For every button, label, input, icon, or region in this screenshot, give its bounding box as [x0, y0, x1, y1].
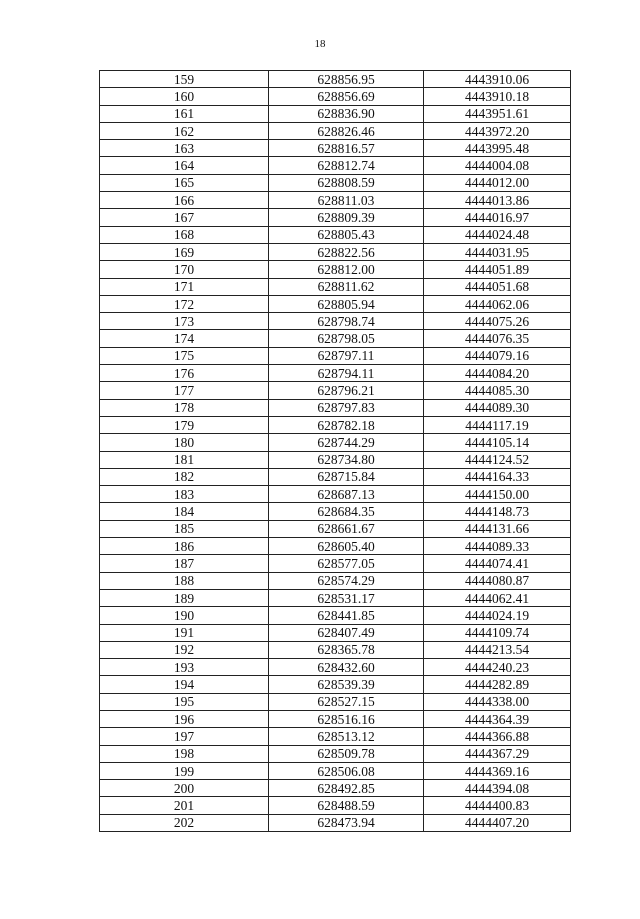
point-number-cell: 202 [100, 814, 269, 831]
point-number-cell: 200 [100, 780, 269, 797]
y-coordinate-cell: 4444075.26 [424, 313, 571, 330]
table-row [100, 780, 571, 797]
y-coordinate-cell: 4444016.97 [424, 209, 571, 226]
y-coordinate-cell: 4443910.18 [424, 88, 571, 105]
table-row [100, 88, 571, 105]
y-coordinate-cell: 4444024.48 [424, 226, 571, 243]
point-number-cell: 166 [100, 192, 269, 209]
y-coordinate-cell: 4444366.88 [424, 728, 571, 745]
point-number-cell: 186 [100, 538, 269, 555]
y-coordinate-cell: 4444089.30 [424, 399, 571, 416]
x-coordinate-cell: 628441.85 [269, 607, 424, 624]
x-coordinate-cell: 628836.90 [269, 105, 424, 122]
x-coordinate-cell: 628687.13 [269, 486, 424, 503]
x-coordinate-cell: 628797.11 [269, 347, 424, 364]
point-number-cell: 162 [100, 122, 269, 139]
point-number-cell: 185 [100, 520, 269, 537]
table-row [100, 261, 571, 278]
coordinates-table-body [100, 71, 571, 832]
point-number-cell: 184 [100, 503, 269, 520]
table-row [100, 226, 571, 243]
point-number-cell: 189 [100, 589, 269, 606]
table-row [100, 710, 571, 727]
table-row [100, 209, 571, 226]
y-coordinate-cell: 4444012.00 [424, 174, 571, 191]
x-coordinate-cell: 628798.74 [269, 313, 424, 330]
y-coordinate-cell: 4444240.23 [424, 659, 571, 676]
table-row [100, 174, 571, 191]
y-coordinate-cell: 4444394.08 [424, 780, 571, 797]
y-coordinate-cell: 4444369.16 [424, 762, 571, 779]
y-coordinate-cell: 4444124.52 [424, 451, 571, 468]
x-coordinate-cell: 628797.83 [269, 399, 424, 416]
table-row [100, 416, 571, 433]
y-coordinate-cell: 4444148.73 [424, 503, 571, 520]
y-coordinate-cell: 4444164.33 [424, 468, 571, 485]
table-row [100, 641, 571, 658]
point-number-cell: 174 [100, 330, 269, 347]
x-coordinate-cell: 628811.62 [269, 278, 424, 295]
table-row [100, 486, 571, 503]
table-row [100, 140, 571, 157]
y-coordinate-cell: 4443995.48 [424, 140, 571, 157]
y-coordinate-cell: 4444109.74 [424, 624, 571, 641]
point-number-cell: 160 [100, 88, 269, 105]
point-number-cell: 163 [100, 140, 269, 157]
table-row [100, 659, 571, 676]
point-number-cell: 199 [100, 762, 269, 779]
y-coordinate-cell: 4444407.20 [424, 814, 571, 831]
point-number-cell: 178 [100, 399, 269, 416]
point-number-cell: 198 [100, 745, 269, 762]
table-row [100, 451, 571, 468]
point-number-cell: 196 [100, 710, 269, 727]
point-number-cell: 183 [100, 486, 269, 503]
y-coordinate-cell: 4443972.20 [424, 122, 571, 139]
x-coordinate-cell: 628826.46 [269, 122, 424, 139]
x-coordinate-cell: 628796.21 [269, 382, 424, 399]
point-number-cell: 169 [100, 243, 269, 260]
x-coordinate-cell: 628527.15 [269, 693, 424, 710]
table-row [100, 382, 571, 399]
table-row [100, 192, 571, 209]
point-number-cell: 194 [100, 676, 269, 693]
y-coordinate-cell: 4444004.08 [424, 157, 571, 174]
x-coordinate-cell: 628782.18 [269, 416, 424, 433]
y-coordinate-cell: 4443951.61 [424, 105, 571, 122]
x-coordinate-cell: 628513.12 [269, 728, 424, 745]
y-coordinate-cell: 4444367.29 [424, 745, 571, 762]
y-coordinate-cell: 4444364.39 [424, 710, 571, 727]
point-number-cell: 181 [100, 451, 269, 468]
x-coordinate-cell: 628816.57 [269, 140, 424, 157]
coordinates-table [99, 70, 571, 832]
point-number-cell: 179 [100, 416, 269, 433]
y-coordinate-cell: 4444031.95 [424, 243, 571, 260]
point-number-cell: 171 [100, 278, 269, 295]
x-coordinate-cell: 628432.60 [269, 659, 424, 676]
table-row [100, 589, 571, 606]
x-coordinate-cell: 628805.94 [269, 295, 424, 312]
y-coordinate-cell: 4444079.16 [424, 347, 571, 364]
y-coordinate-cell: 4444338.00 [424, 693, 571, 710]
point-number-cell: 164 [100, 157, 269, 174]
table-row [100, 676, 571, 693]
y-coordinate-cell: 4444051.89 [424, 261, 571, 278]
table-row [100, 814, 571, 831]
y-coordinate-cell: 4444400.83 [424, 797, 571, 814]
x-coordinate-cell: 628539.39 [269, 676, 424, 693]
x-coordinate-cell: 628798.05 [269, 330, 424, 347]
table-row [100, 728, 571, 745]
x-coordinate-cell: 628509.78 [269, 745, 424, 762]
y-coordinate-cell: 4444089.33 [424, 538, 571, 555]
table-row [100, 347, 571, 364]
y-coordinate-cell: 4444282.89 [424, 676, 571, 693]
y-coordinate-cell: 4444062.41 [424, 589, 571, 606]
x-coordinate-cell: 628822.56 [269, 243, 424, 260]
x-coordinate-cell: 628506.08 [269, 762, 424, 779]
y-coordinate-cell: 4444076.35 [424, 330, 571, 347]
point-number-cell: 176 [100, 365, 269, 382]
x-coordinate-cell: 628805.43 [269, 226, 424, 243]
y-coordinate-cell: 4444074.41 [424, 555, 571, 572]
x-coordinate-cell: 628365.78 [269, 641, 424, 658]
table-row [100, 122, 571, 139]
point-number-cell: 193 [100, 659, 269, 676]
x-coordinate-cell: 628812.74 [269, 157, 424, 174]
point-number-cell: 180 [100, 434, 269, 451]
point-number-cell: 192 [100, 641, 269, 658]
table-row [100, 365, 571, 382]
x-coordinate-cell: 628856.69 [269, 88, 424, 105]
x-coordinate-cell: 628809.39 [269, 209, 424, 226]
point-number-cell: 188 [100, 572, 269, 589]
y-coordinate-cell: 4444213.54 [424, 641, 571, 658]
y-coordinate-cell: 4444084.20 [424, 365, 571, 382]
table-row [100, 745, 571, 762]
x-coordinate-cell: 628794.11 [269, 365, 424, 382]
table-row [100, 243, 571, 260]
table-row [100, 330, 571, 347]
point-number-cell: 187 [100, 555, 269, 572]
x-coordinate-cell: 628684.35 [269, 503, 424, 520]
point-number-cell: 159 [100, 71, 269, 88]
y-coordinate-cell: 4444105.14 [424, 434, 571, 451]
point-number-cell: 161 [100, 105, 269, 122]
point-number-cell: 177 [100, 382, 269, 399]
table-row [100, 434, 571, 451]
point-number-cell: 165 [100, 174, 269, 191]
table-row [100, 555, 571, 572]
table-row [100, 313, 571, 330]
table-row [100, 71, 571, 88]
point-number-cell: 182 [100, 468, 269, 485]
page-number: 18 [314, 38, 326, 50]
table-row [100, 157, 571, 174]
table-row [100, 503, 571, 520]
x-coordinate-cell: 628574.29 [269, 572, 424, 589]
x-coordinate-cell: 628488.59 [269, 797, 424, 814]
table-row [100, 295, 571, 312]
x-coordinate-cell: 628661.67 [269, 520, 424, 537]
x-coordinate-cell: 628516.16 [269, 710, 424, 727]
point-number-cell: 190 [100, 607, 269, 624]
table-row [100, 607, 571, 624]
x-coordinate-cell: 628812.00 [269, 261, 424, 278]
x-coordinate-cell: 628407.49 [269, 624, 424, 641]
y-coordinate-cell: 4444150.00 [424, 486, 571, 503]
y-coordinate-cell: 4444013.86 [424, 192, 571, 209]
y-coordinate-cell: 4443910.06 [424, 71, 571, 88]
x-coordinate-cell: 628744.29 [269, 434, 424, 451]
point-number-cell: 167 [100, 209, 269, 226]
y-coordinate-cell: 4444131.66 [424, 520, 571, 537]
table-row [100, 624, 571, 641]
x-coordinate-cell: 628492.85 [269, 780, 424, 797]
y-coordinate-cell: 4444062.06 [424, 295, 571, 312]
x-coordinate-cell: 628811.03 [269, 192, 424, 209]
y-coordinate-cell: 4444051.68 [424, 278, 571, 295]
y-coordinate-cell: 4444085.30 [424, 382, 571, 399]
table-row [100, 762, 571, 779]
y-coordinate-cell: 4444080.87 [424, 572, 571, 589]
table-row [100, 572, 571, 589]
x-coordinate-cell: 628734.80 [269, 451, 424, 468]
table-row [100, 399, 571, 416]
x-coordinate-cell: 628715.84 [269, 468, 424, 485]
table-row [100, 105, 571, 122]
table-row [100, 468, 571, 485]
x-coordinate-cell: 628577.05 [269, 555, 424, 572]
table-row [100, 520, 571, 537]
table-row [100, 278, 571, 295]
point-number-cell: 201 [100, 797, 269, 814]
y-coordinate-cell: 4444024.19 [424, 607, 571, 624]
table-row [100, 538, 571, 555]
point-number-cell: 170 [100, 261, 269, 278]
point-number-cell: 172 [100, 295, 269, 312]
point-number-cell: 168 [100, 226, 269, 243]
point-number-cell: 175 [100, 347, 269, 364]
x-coordinate-cell: 628531.17 [269, 589, 424, 606]
x-coordinate-cell: 628856.95 [269, 71, 424, 88]
y-coordinate-cell: 4444117.19 [424, 416, 571, 433]
x-coordinate-cell: 628473.94 [269, 814, 424, 831]
point-number-cell: 191 [100, 624, 269, 641]
point-number-cell: 195 [100, 693, 269, 710]
point-number-cell: 197 [100, 728, 269, 745]
x-coordinate-cell: 628605.40 [269, 538, 424, 555]
table-row [100, 693, 571, 710]
table-row [100, 797, 571, 814]
point-number-cell: 173 [100, 313, 269, 330]
x-coordinate-cell: 628808.59 [269, 174, 424, 191]
